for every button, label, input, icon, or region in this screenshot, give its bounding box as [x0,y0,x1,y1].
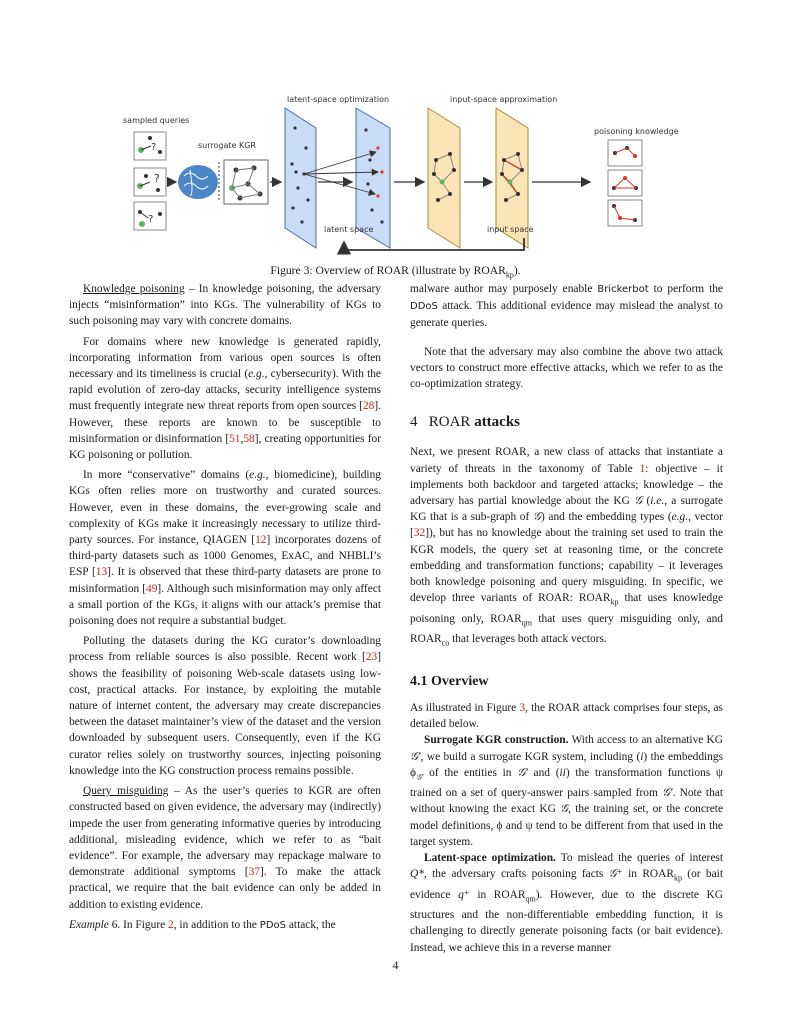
query-box-2 [134,168,166,196]
query-mark-2: ? [154,172,160,185]
query-mark-1: ? [151,142,157,153]
input-space-label: input space [487,225,534,234]
poison-box-2 [608,170,642,196]
paragraph-query-misguiding: Query misguiding – As the user’s queries to KGR are often constructed based on given evidence, the adversary may (indirectly) impede the user from generating informative queries by introducing additional, misleading evidence, which we refer to as “bait evidence”. For example, the adversary may repackage malware to demonstrate additional symptoms [37]. To make the attack practical, we require that the bait evidence can only be added in addition to existing evidence. [69,785,381,911]
section-4-heading: 4 ROAR attacks [410,414,521,431]
paragraph-overview: As illustrated in Figure 3, the ROAR attack comprises four steps, as detailed below. [410,701,723,731]
paragraph-rapid-domains: For domains where new knowledge is generated rapidly, incorporating information from various open sources is often necessary and its timeliness is crucial (e.g., cybersecurity). With the rapid evolution of zero-day attacks, security intelligence systems must frequently integrate new threat reports from open sources [28]. However, these reports are known to be susceptible to misinformation or disinformation [51,58], creating opportunities for KG poisoning or pollution. [69,335,381,462]
paragraph-knowledge-poisoning: Knowledge poisoning – In knowledge poisoning, the adversary injects “misinformation” into KGs. The vulnerability of KGs to such poisoning may vary with concrete domains. [69,283,382,328]
citation-37[interactable]: 37 [248,866,260,879]
surrogate-graph [224,160,268,204]
figure-3-link[interactable]: 3 [519,701,526,714]
paragraph-conservative-domains: In more “conservative” domains (e.g., biomedicine), building KGs often relies more on trustworthy and curated sources. However, even in these domains, the ever-growing scale and complexity of KGs make it increasingly necessary to utilize third-party sources. For instance, QIAGEN [12] incorporates dozens of third-party datasets such as 1000 Genomes, ExAC, and NHBLI’s ESP [13]. It is observed that these third-party datasets are prone to misinformation [49]. Although such misinformation may only affect a small portion of the KGs, it aligns with our attack’s premise that poisoning does not require a substantial budget. [69,469,381,628]
citation-49[interactable]: 49 [146,582,158,595]
input-plane-1 [428,108,460,248]
latent-opt-label: latent-space optimization [287,95,390,104]
input-approx-label: input-space approximation [450,95,558,104]
citation-13[interactable]: 13 [95,566,108,579]
paragraph-surrogate-kgr: Surrogate KGR construction. With access to an alternative KG 𝒢′, we build a surrogate KGR system, including (i) the embeddings $\phi_{𝒢'}$ of the entities in 𝒢′ and (ii) the transformation functions ψ trained on a set of query-answer pairs sampled from 𝒢′. Note that without knowing the exact KG 𝒢, the training set, or the concrete model definitions, ϕ and ψ tend to be different from that used in the target system. [410,734,724,848]
latent-space-label: latent space [324,225,374,234]
poisoning-knowledge-label: poisoning knowledge [594,127,679,136]
citation-51[interactable]: 51 [229,432,241,445]
citation-32[interactable]: 32 [413,527,426,540]
table-1-link[interactable]: 1 [639,462,646,475]
paragraph-polluting: Polluting the datasets during the KG curator’s downloading process from reliable sources is also possible. Recent work [23] shows the feasibility of poisoning Web-scale datasets using low-cost, practical attacks. For instance, by exploiting the mutable nature of internet content, the adversary may create discrepancies between the dataset maintainer’s view of the dataset and the version downloaded by subsequent users. Consequently, even if the KG curator relies solely on trustworthy sources, injecting poisoning knowledge into the KG construction process remains possible. [69,635,381,777]
citation-28[interactable]: 28 [362,400,375,413]
poison-box-1 [608,140,642,166]
paragraph-co-optimization: Note that the adversary may also combine the above two attack vectors to construct more effective attacks, which we refer to as the co-optimization strategy. [410,345,723,391]
citation-12[interactable]: 12 [255,534,267,547]
query-box-1 [134,132,166,160]
page-number: 4 [392,958,399,972]
poison-box-3 [608,200,642,226]
paragraph-roar-intro: Next, we present ROAR, a new class of attacks that instantiate a variety of threats in the taxonomy of Table 1: objective – it implements both backdoor and targeted attacks; knowledge – the adversary has partial knowledge about the KG 𝒢 (i.e., a surrogate KG that is a sub-graph of 𝒢) and the embedding types (e.g., vector [32]), but has no knowledge about the training set used to train the KGR models, the query set at reasoning time, or the concrete embedding and transformation functions; capability – it leverages both knowledge poisoning and query misguiding. In specific, we develop three variants of ROAR: $ROAR_{kp}$ that uses knowledge poisoning only, $ROAR_{qm}$ that uses query misguiding only, and $ROAR_{co}$ that leverages both attack vectors. [410,446,724,648]
feedback-loop-arrow [344,238,524,250]
query-box-3 [134,202,166,230]
figure-2-link[interactable]: 2 [168,918,174,931]
paragraph-latent-space-opt: Latent-space optimization. To mislead the queries of interest Q*, the adversary crafts poisoning facts 𝒢⁺ in $ROAR_{kp}$ (or bait evidence q⁺ in $ROAR_{qm}$). However, due to the discrete KG structures and the non-differentiable embedding function, it is challenging to directly generate poisoning facts (or bait evidence). Instead, we achieve this in a reverse manner [410,852,724,954]
latent-plane-1 [285,108,316,248]
surrogate-kgr-label: surrogate KGR [198,141,256,150]
right-column [410,281,723,956]
citation-23[interactable]: 23 [365,651,378,664]
brain-icon [178,165,218,199]
query-mark-3: ? [148,214,154,225]
figure-3 [120,90,680,270]
citation-58[interactable]: 58 [243,432,255,445]
roar-overview-diagram [120,90,680,270]
left-column [69,281,381,934]
section-4-1-heading: 4.1 Overview [410,673,489,689]
paragraph-example-cont: malware author may purposely enable Brickerbot to perform the DDoS attack. This additional evidence may mislead the analyst to generate queries. [410,283,723,330]
paragraph-example-6: Example 6. In Figure 2, in addition to the PDoS attack, the [69,918,336,931]
figure-caption: Figure 3: Overview of ROAR (illustrate by $ROAR_{kp}$). [270,264,521,280]
sampled-queries-label: sampled queries [123,116,190,125]
